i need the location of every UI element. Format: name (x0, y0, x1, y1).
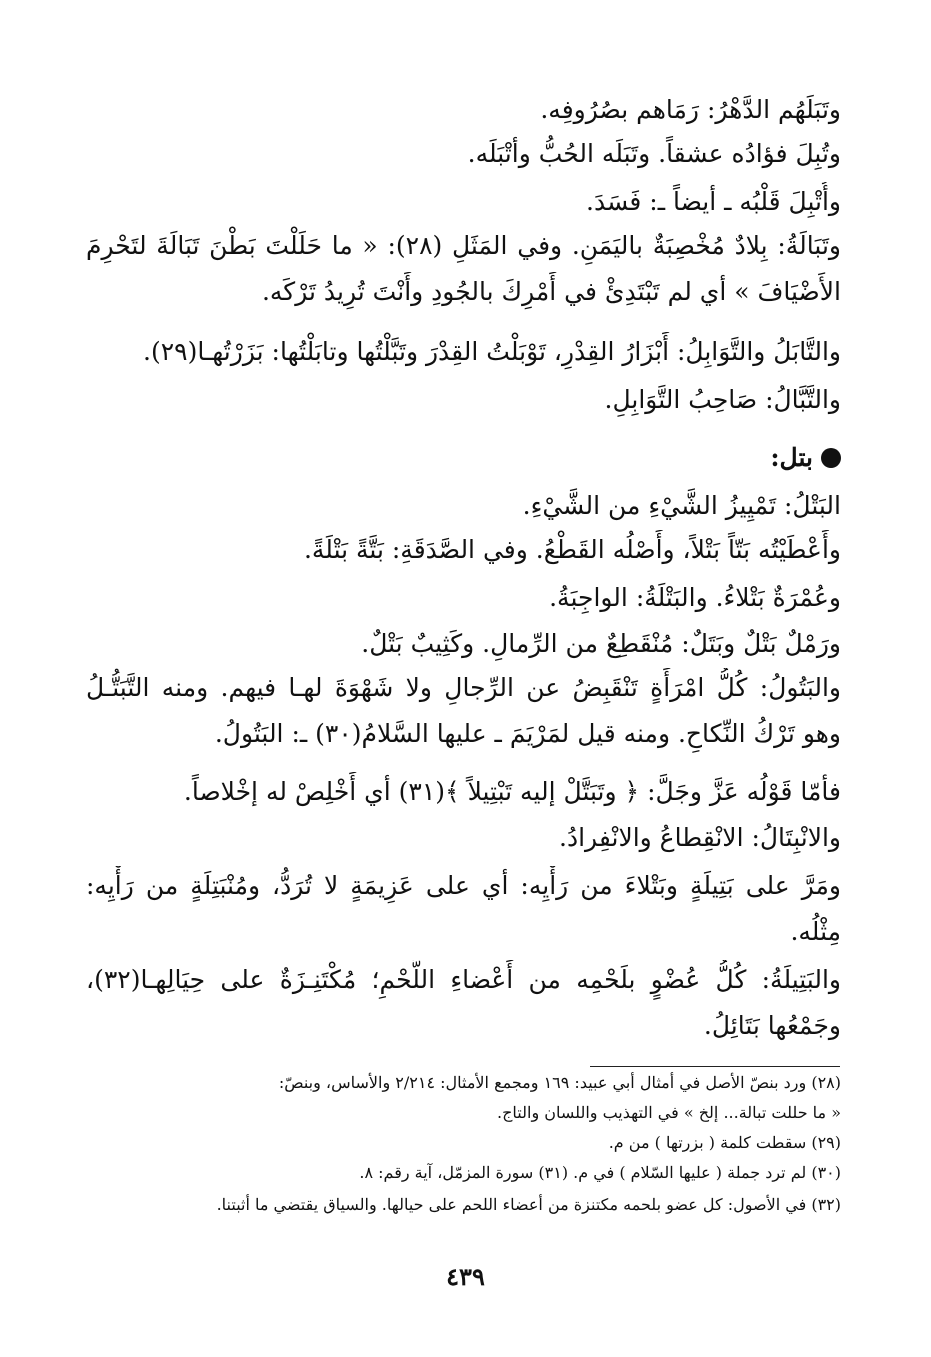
text-line: البَتْلُ: تَمْيِيزُ الشَّيْءِ من الشَّيْءِ. (522, 491, 841, 520)
text-line: وجَمْعُها بَتَائِلُ. (703, 1011, 841, 1040)
text-line: وتَبَالَةُ: بِلادٌ مُخْصِبَةٌ باليَمَنِ. وفي المَثَلِ (٢٨): « ما حَلَلْتَ بَطْنَ تَبَالَةَ لتَحْرِمَ (86, 231, 841, 260)
text-line: وتُبِلَ فؤادُه عشقاً. وتَبَلَه الحُبُّ وأتْبَلَه. (467, 139, 841, 168)
text-line: وتَبَلَهُم الدَّهْرُ: رَمَاهم بصُرُوفِه. (540, 95, 841, 124)
footnote-line: (٢٨) ورد بنصّ الأصل في أمثال أبي عبيد: ١٦٩ ومجمع الأمثال: ٢/٢١٤ والأساس، وبنصّ: (278, 1073, 841, 1092)
footnote-line: (٣٠) لم ترد جملة ( عليها السّلام ) في م. (٣١) سورة المزمّل، آية رقم: ٨. (359, 1163, 841, 1182)
text-line: فأمّا قَوْلُه عَزَّ وجَلَّ: ﴿ وتَبَتَّلْ إليه تَبْتِيلاً ﴾(٣١) أي أَخْلِصْ له إخْلاصاً. (183, 777, 841, 806)
page-number: ٤٣٩ (446, 1262, 485, 1291)
text-line: والانْبِتَالُ: الانْقِطاعُ والانْفِرادُ. (559, 823, 841, 852)
text-line: ومَرَّ على بَتِيلَةٍ وبَتْلاءَ من رَأْيِه: أي على عَزِيمَةٍ لا تُرَدُّ، ومُنْبَتِلَةٍ من رَأْيِه: (86, 871, 841, 900)
footnote-line: (٣٢) في الأصول: كل عضو بلحمه مكتنزة من أعضاء اللحم على حيالها. والسياق يقتضي ما أثبتنا. (216, 1195, 841, 1214)
footnote-line: (٢٩) سقطت كلمة ( بزرتها ) من م. (608, 1133, 841, 1152)
text-line: الأَضْيَافَ » أي لم تَبْتَدِئْ في أَمْرِكَ بالجُودِ وأَنْتَ تُرِيدُ تَرْكَه. (261, 277, 841, 306)
text-line: والتَّبَّالُ: صَاحِبُ التَّوَابِلِ. (604, 385, 841, 414)
text-line: ورَمْلٌ بَتْلٌ وبَتَلٌ: مُنْقَطِعٌ من الرِّمالِ. وكَثِيبٌ بَتْلٌ. (361, 629, 841, 658)
footnote-line: « ما حللت تبالة... إلخ » في التهذيب واللسان والتاج. (497, 1103, 841, 1122)
bullet-icon (821, 448, 841, 468)
text-line: وأَعْطَيْتُه بَتّاً بَتْلاً، وأَصْلُه القَطْعُ. وفي الصَّدَقَةِ: بَتَّةً بَتْلَةً. (303, 535, 841, 564)
text-line: وعُمْرَةٌ بَتْلاءُ. والبَتْلَةُ: الواجِبَةُ. (549, 583, 841, 612)
text-line: والبَتِيلَةُ: كُلُّ عُضْوٍ بلَحْمِه من أَعْضاءِ اللَّحْمِ؛ مُكْتَنِـزَةٌ على حِيَالِهـا(٣٢)، (86, 965, 841, 994)
text-line: والتَّابَلُ والتَّوَابِلُ: أَبْزَارُ القِدْرِ، تَوْبَلْتُ القِدْرَ وتَبَّلْتُها وتابَلْتُها: بَزَرْتُهـا(٢٩). (143, 337, 841, 366)
text-line: مِثْلُه. (790, 917, 841, 946)
entry-heading (86, 438, 841, 478)
text-line: وأُتْبِلَ قَلْبُه ـ أيضاً ـ: فَسَدَ. (586, 187, 841, 216)
footnote-divider (590, 1066, 840, 1067)
entry-heading-label: بتل: (770, 443, 813, 472)
text-line: والبَتُولُ: كُلُّ امْرَأَةٍ تَنْقَبِضُ عن الرِّجالِ ولا شَهْوَةَ لهـا فيهم. ومنه التَّبَتُّـلُ (86, 673, 841, 702)
text-line: وهو تَرْكُ النِّكاحِ. ومنه قيل لمَرْيَمَ ـ عليها السَّلامُ(٣٠) ـ: البَتُولُ. (214, 719, 841, 748)
